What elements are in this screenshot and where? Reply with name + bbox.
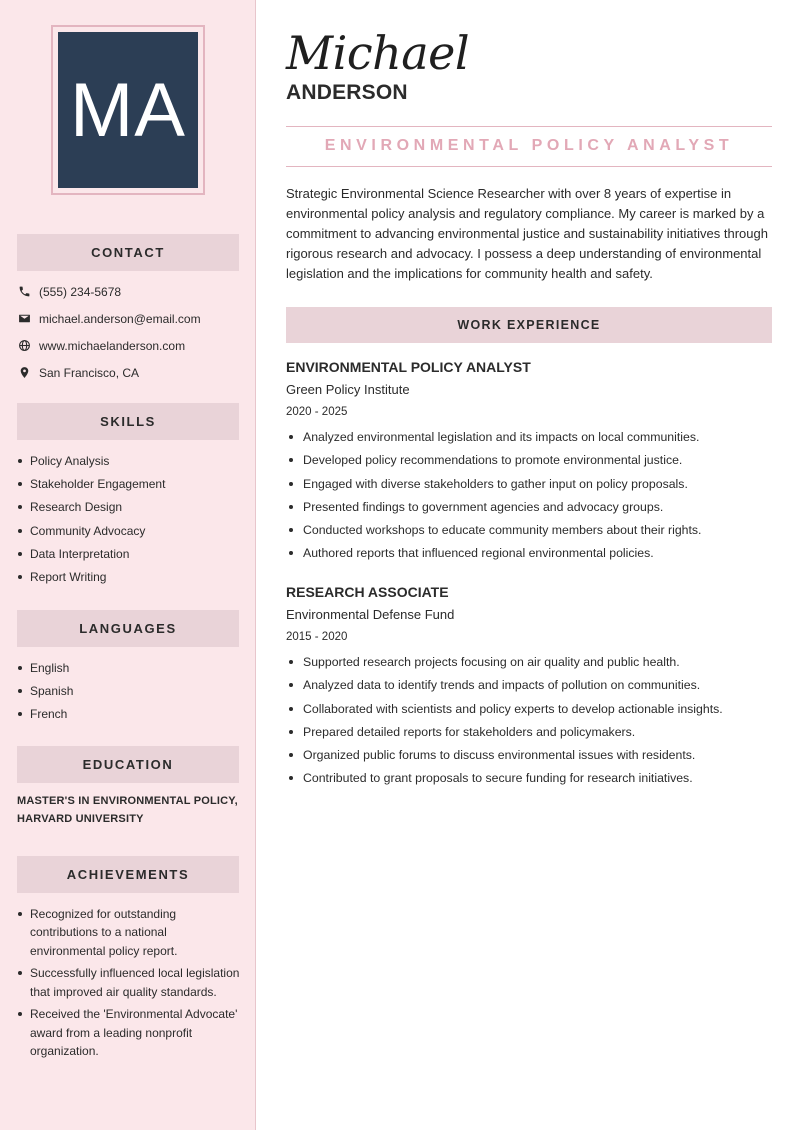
job-entry xyxy=(286,582,772,792)
skill-item: Stakeholder Engagement xyxy=(17,475,242,498)
language-item: Spanish xyxy=(17,682,242,705)
job-bullet: Analyzed environmental legislation and its impacts on local communities. xyxy=(286,427,772,450)
profile-summary: Strategic Environmental Science Researcher with over 8 years of expertise in environmental policy analysis and regulatory compliance. My career is marked by a commitment to advancing environmental justice and sustainability initiatives through rigorous research and advocacy. I possess a deep understanding of environmental legislation and the implications for community health and safety. xyxy=(286,186,768,282)
achievement-item: Successfully influenced local legislation that improved air quality standards. xyxy=(17,964,242,1001)
education-heading: EDUCATION xyxy=(17,746,239,783)
contact-location-text: San Francisco, CA xyxy=(39,365,140,380)
job-bullet: Presented findings to government agencies and advocacy groups. xyxy=(286,497,772,520)
job-bullet: Collaborated with scientists and policy experts to develop actionable insights. xyxy=(286,699,772,722)
contact-location xyxy=(17,359,247,386)
job-bullet: Engaged with diverse stakeholders to gather input on policy proposals. xyxy=(286,474,772,497)
monogram: MA xyxy=(58,32,198,188)
job-bullet: Conducted workshops to educate community members about their rights. xyxy=(286,520,772,543)
monogram-frame xyxy=(51,25,205,195)
job-bullets xyxy=(286,652,772,792)
job-bullet: Contributed to grant proposals to secure funding for research initiatives. xyxy=(286,768,772,791)
skill-item: Research Design xyxy=(17,498,242,521)
skills-list xyxy=(17,452,242,591)
job-role: ENVIRONMENTAL POLICY ANALYST xyxy=(286,359,531,375)
contact-list xyxy=(17,278,247,386)
job-bullet: Analyzed data to identify trends and impacts of pollution on communities. xyxy=(286,675,772,698)
main-content xyxy=(286,0,772,1130)
achievements-list xyxy=(17,905,242,1065)
job-company: Green Policy Institute xyxy=(286,382,410,397)
mail-icon xyxy=(17,312,31,326)
job-company: Environmental Defense Fund xyxy=(286,607,455,622)
education-entry: MASTER'S IN ENVIRONMENTAL POLICY, HARVARD UNIVERSITY xyxy=(17,795,238,825)
job-bullet: Authored reports that influenced regional environmental policies. xyxy=(286,543,772,566)
job-dates: 2020 - 2025 xyxy=(286,406,348,418)
contact-website-text: www.michaelanderson.com xyxy=(39,338,186,353)
languages-heading: LANGUAGES xyxy=(17,610,239,647)
job-bullet: Organized public forums to discuss environmental issues with residents. xyxy=(286,745,772,768)
contact-phone-text: (555) 234-5678 xyxy=(39,284,122,299)
language-item: French xyxy=(17,705,242,728)
contact-email-text: michael.anderson@email.com xyxy=(39,311,201,326)
globe-icon xyxy=(17,339,31,353)
sidebar xyxy=(0,0,256,1130)
skills-heading: SKILLS xyxy=(17,403,239,440)
achievement-item: Recognized for outstanding contributions to a national environmental policy report. xyxy=(17,905,242,960)
contact-phone[interactable] xyxy=(17,278,247,305)
job-bullet: Developed policy recommendations to promote environmental justice. xyxy=(286,450,772,473)
job-dates: 2015 - 2020 xyxy=(286,631,348,643)
job-role: RESEARCH ASSOCIATE xyxy=(286,584,449,600)
languages-list xyxy=(17,659,242,729)
contact-email[interactable] xyxy=(17,305,247,332)
title-rule-bottom xyxy=(286,166,772,167)
contact-website[interactable] xyxy=(17,332,247,359)
job-bullet: Supported research projects focusing on air quality and public health. xyxy=(286,652,772,675)
achievements-heading: ACHIEVEMENTS xyxy=(17,856,239,893)
title-rule-top xyxy=(286,126,772,127)
work-experience-heading: WORK EXPERIENCE xyxy=(286,307,772,343)
achievement-item: Received the 'Environmental Advocate' award from a leading nonprofit organization. xyxy=(17,1005,242,1060)
skill-item: Community Advocacy xyxy=(17,522,242,545)
first-name: Michael xyxy=(286,26,470,80)
job-entry xyxy=(286,357,772,567)
skill-item: Report Writing xyxy=(17,568,242,591)
professional-title: ENVIRONMENTAL POLICY ANALYST xyxy=(324,137,734,154)
contact-heading: CONTACT xyxy=(17,234,239,271)
language-item: English xyxy=(17,659,242,682)
job-bullet: Prepared detailed reports for stakeholders and policymakers. xyxy=(286,722,772,745)
last-name: ANDERSON xyxy=(286,81,408,104)
skill-item: Policy Analysis xyxy=(17,452,242,475)
skill-item: Data Interpretation xyxy=(17,545,242,568)
location-pin-icon xyxy=(17,366,31,380)
job-bullets xyxy=(286,427,772,567)
phone-icon xyxy=(17,285,31,299)
